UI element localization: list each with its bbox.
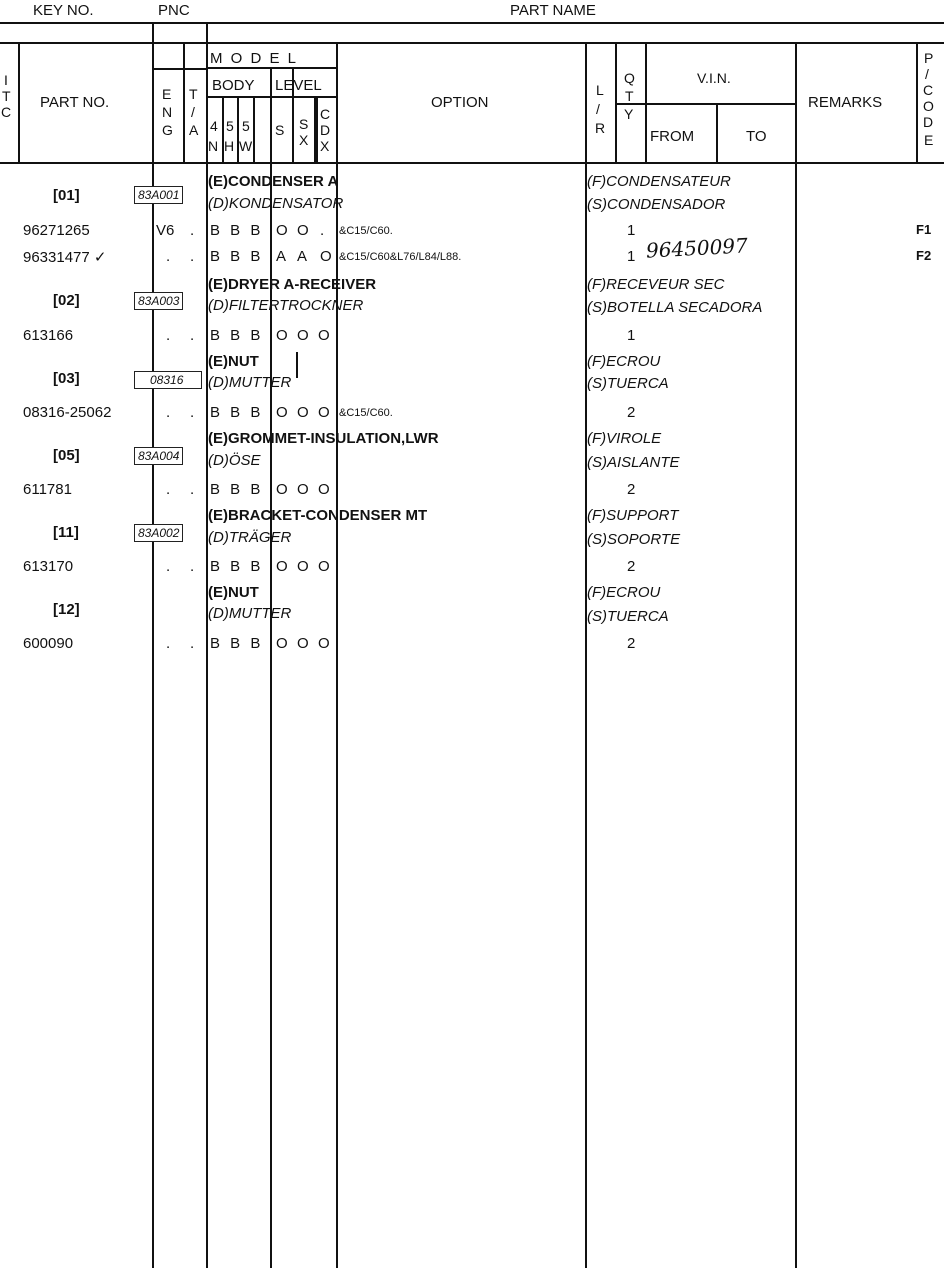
quantity: 2 (627, 635, 636, 652)
name-french: (F)RECEVEUR SEC (587, 276, 725, 293)
handwritten-note: 96450097 (645, 233, 749, 263)
option-header: OPTION (431, 94, 489, 111)
part-number: 08316-25062 (23, 404, 112, 421)
body-codes: B B B (210, 404, 264, 421)
level-header: LEVEL (275, 77, 322, 94)
name-french: (F)SUPPORT (587, 507, 679, 524)
vin-to-header: TO (746, 128, 767, 145)
part-number: 600090 (23, 635, 74, 652)
key-number: [01] (53, 187, 80, 204)
name-english: (E)GROMMET-INSULATION,LWR (208, 430, 439, 447)
ta-code: . (190, 481, 195, 498)
name-german: (D)KONDENSATOR (208, 195, 344, 212)
level-cdx: O (318, 635, 330, 652)
name-english: (E)NUT (208, 584, 259, 601)
level-cdx: . (320, 222, 325, 239)
level-s: O (276, 222, 288, 239)
key-number: [02] (53, 292, 80, 309)
level-cdx: O (318, 481, 330, 498)
level-s: O (276, 558, 288, 575)
name-french: (F)CONDENSATEUR (587, 173, 731, 190)
option-code: &C15/C60. (339, 407, 393, 419)
level-sx: O (297, 404, 309, 421)
eng-code: . (166, 327, 171, 344)
vin-from-header: FROM (650, 128, 695, 145)
part-number: 96271265 (23, 222, 90, 239)
level-sx: O (297, 222, 309, 239)
key-number: [12] (53, 601, 80, 618)
part-number: 613170 (23, 558, 74, 575)
name-german: (D)TRÄGER (208, 529, 292, 546)
quantity: 1 (627, 248, 636, 265)
quantity: 1 (627, 327, 636, 344)
name-english: (E)BRACKET-CONDENSER MT (208, 507, 428, 524)
level-cdx: O (320, 248, 332, 265)
pnc-code: 08316 (134, 371, 202, 389)
level-sx: O (297, 635, 309, 652)
part-number: 611781 (23, 481, 72, 498)
level-cdx: O (318, 558, 330, 575)
key-number: [11] (53, 524, 79, 541)
level-s: O (276, 635, 288, 652)
name-spanish: (S)TUERCA (587, 608, 669, 625)
ta-code: . (190, 222, 195, 239)
ta-code: . (190, 558, 195, 575)
option-code: &C15/C60. (339, 225, 393, 237)
body-codes: B B B (210, 222, 264, 239)
name-spanish: (S)TUERCA (587, 375, 669, 392)
name-german: (D)FILTERTROCKNER (208, 297, 364, 314)
level-s: O (276, 404, 288, 421)
quantity: 2 (627, 481, 636, 498)
name-german: (D)MUTTER (208, 374, 292, 391)
eng-code: . (166, 248, 171, 265)
pnc-code: 83A001 (134, 186, 183, 204)
name-french: (F)VIROLE (587, 430, 662, 447)
body-codes: B B B (210, 558, 264, 575)
quantity: 2 (627, 404, 636, 421)
ta-code: . (190, 327, 195, 344)
name-spanish: (S)CONDENSADOR (587, 196, 726, 213)
level-s: A (276, 248, 287, 265)
pnc-code: 83A003 (134, 292, 183, 310)
name-spanish: (S)SOPORTE (587, 531, 681, 548)
key-number: [05] (53, 447, 80, 464)
name-german: (D)ÖSE (208, 452, 261, 469)
ta-code: . (190, 635, 195, 652)
name-german: (D)MUTTER (208, 605, 292, 622)
level-s-header: S (275, 122, 285, 138)
level-sx: A (297, 248, 308, 265)
eng-code: . (166, 635, 171, 652)
vin-header: V.I.N. (697, 70, 731, 86)
part-no-header: PART NO. (40, 94, 110, 111)
level-cdx: O (318, 327, 330, 344)
quantity: 2 (627, 558, 636, 575)
key-number: [03] (53, 370, 80, 387)
level-sx: O (297, 558, 309, 575)
part-number: 613166 (23, 327, 74, 344)
remarks-header: REMARKS (808, 94, 883, 111)
ta-code: . (190, 404, 195, 421)
name-french: (F)ECROU (587, 584, 661, 601)
pnc-code: 83A004 (134, 447, 183, 465)
eng-code: V6 (156, 222, 175, 239)
name-spanish: (S)AISLANTE (587, 454, 680, 471)
level-sx: O (297, 481, 309, 498)
name-french: (F)ECROU (587, 353, 661, 370)
level-sx: O (297, 327, 309, 344)
pnc-header: PNC (158, 2, 190, 19)
part-name-header: PART NAME (510, 2, 596, 19)
quantity: 1 (627, 222, 636, 239)
body-codes: B B B (210, 481, 264, 498)
pcode: F2 (916, 248, 932, 263)
part-number: 96331477 ✓ (23, 249, 107, 266)
level-s: O (276, 481, 288, 498)
body-codes: B B B (210, 248, 264, 265)
level-cdx: O (318, 404, 330, 421)
pcode: F1 (916, 222, 932, 237)
level-s: O (276, 327, 288, 344)
body-header: BODY (212, 77, 255, 94)
pnc-code: 83A002 (134, 524, 183, 542)
key-no-header: KEY NO. (33, 2, 94, 19)
eng-code: . (166, 404, 171, 421)
eng-code: . (166, 558, 171, 575)
name-spanish: (S)BOTELLA SECADORA (587, 299, 763, 316)
ta-code: . (190, 248, 195, 265)
option-code: &C15/C60&L76/L84/L88. (339, 251, 462, 263)
name-english: (E)NUT (208, 353, 259, 370)
body-codes: B B B (210, 635, 264, 652)
name-english: (E)DRYER A-RECEIVER (208, 276, 377, 293)
eng-code: . (166, 481, 171, 498)
model-header: M O D E L (210, 50, 299, 67)
body-codes: B B B (210, 327, 264, 344)
name-english: (E)CONDENSER A (208, 173, 339, 190)
